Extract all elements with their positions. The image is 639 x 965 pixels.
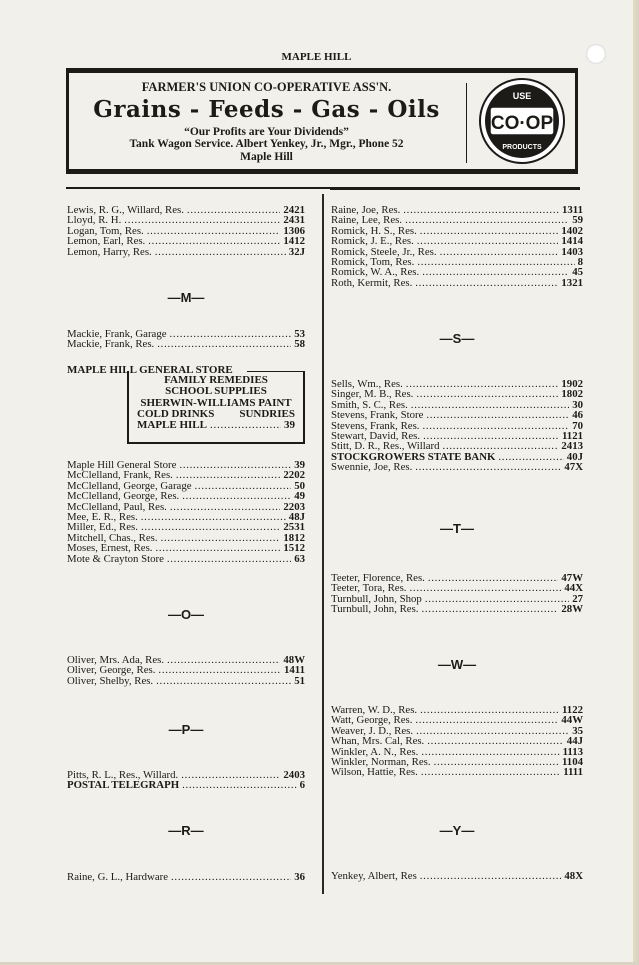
directory-entry	[331, 871, 583, 881]
entry-name: Romick, Tom, Res.	[331, 256, 415, 269]
leader-dots	[157, 339, 291, 349]
ad-slogan: “Our Profits are Your Dividends”	[184, 126, 349, 138]
entry-name: McClelland, Paul, Res.	[67, 500, 167, 513]
entry-phone: 1121	[562, 430, 583, 443]
entry-name: Romick, W. A., Res.	[331, 266, 420, 279]
store-ad-right: SUNDRIES	[239, 407, 295, 420]
section-heading-y: —Y—	[439, 823, 475, 838]
leader-dots	[195, 481, 292, 491]
leader-dots	[427, 736, 564, 746]
entry-phone: 59	[572, 214, 583, 227]
entry-phone: 1412	[283, 235, 305, 248]
entry-name: Logan, Tom, Res.	[67, 224, 144, 237]
store-ad-line: FAMILY REMEDIES	[164, 374, 268, 386]
leader-dots	[421, 767, 560, 777]
directory-entry	[67, 554, 305, 564]
entry-phone: 2531	[283, 521, 305, 534]
leader-dots	[426, 410, 569, 420]
leader-dots	[420, 871, 562, 881]
entry-phone: 1414	[561, 235, 583, 248]
entry-name: Stewart, David, Res.	[331, 430, 421, 443]
leader-dots	[141, 522, 280, 532]
directory-entry	[331, 767, 583, 777]
entry-phone: 44J	[566, 735, 583, 748]
page-header: MAPLE HILL	[281, 51, 352, 63]
entry-name: Sells, Wm., Res.	[331, 378, 403, 390]
logo-bottom-text: PRODUCTS	[502, 144, 542, 151]
leader-dots	[420, 226, 559, 236]
leader-dots	[171, 872, 291, 882]
section-heading-t: —T—	[440, 521, 474, 536]
entry-name: McClelland, Frank, Res.	[67, 469, 173, 482]
entry-name: Lemon, Harry, Res.	[67, 245, 152, 258]
listing-group-m2	[67, 460, 305, 564]
entry-name: Teeter, Tora, Res.	[331, 582, 407, 595]
entry-name: Raine, Lee, Res.	[331, 214, 403, 227]
listing-group-w	[331, 705, 583, 778]
entry-phone: 47X	[564, 461, 583, 474]
entry-name: Raine, G. L., Hardware	[67, 871, 169, 883]
entry-phone: 2203	[283, 500, 305, 513]
entry-phone: 50	[294, 479, 305, 492]
entry-phone: 30	[572, 398, 583, 411]
entry-phone: 2431	[283, 214, 305, 227]
leader-dots	[161, 533, 281, 543]
entry-name: Mote & Crayton Store	[67, 552, 164, 565]
entry-name: Warren, W. D., Res.	[331, 704, 418, 716]
leader-dots	[170, 329, 292, 339]
entry-name: Oliver, Mrs. Ada, Res.	[67, 654, 165, 666]
directory-entry	[67, 872, 305, 882]
entry-phone: 2421	[283, 204, 305, 216]
leader-dots	[156, 676, 291, 686]
entry-phone: 1403	[561, 245, 583, 258]
directory-entry	[67, 780, 305, 790]
store-advertisement	[127, 371, 305, 444]
entry-phone: 2413	[561, 440, 583, 453]
entry-name: Raine, Joe, Res.	[331, 204, 401, 216]
section-heading-o: —O—	[167, 607, 205, 622]
entry-phone: 63	[294, 552, 305, 565]
entry-name: Wilson, Hattie, Res.	[331, 766, 418, 779]
entry-name: Oliver, George, Res.	[67, 664, 156, 677]
entry-phone: 1411	[284, 664, 305, 677]
entry-name: Stitt, D. R., Res., Willard	[331, 440, 440, 453]
leader-dots	[410, 583, 562, 593]
entry-phone: 1812	[283, 531, 305, 544]
leader-dots	[405, 215, 569, 225]
entry-phone: 1402	[561, 224, 583, 237]
leader-dots	[124, 215, 280, 225]
leader-dots	[187, 205, 280, 215]
entry-phone: 1802	[561, 388, 583, 401]
leader-dots	[179, 460, 291, 470]
leader-dots	[422, 421, 569, 431]
entry-phone: 53	[294, 328, 305, 340]
entry-name: Teeter, Florence, Res.	[331, 572, 425, 584]
leader-dots	[423, 431, 559, 441]
leader-dots	[158, 665, 281, 675]
listing-group-t	[331, 573, 583, 615]
entry-phone: 36	[294, 871, 305, 883]
section-heading-w: —W—	[437, 657, 477, 672]
entry-phone: 48W	[283, 654, 305, 666]
entry-name: Stevens, Frank, Res.	[331, 419, 420, 432]
ad-location: Maple Hill	[240, 151, 293, 163]
store-ad-title: MAPLE HILL GENERAL STORE	[67, 364, 233, 376]
leader-dots	[422, 604, 559, 614]
coop-advertisement	[66, 68, 578, 174]
listing-group-l	[67, 205, 305, 257]
leader-dots	[440, 247, 559, 257]
entry-name: Mitchell, Chas., Res.	[67, 531, 158, 544]
leader-dots	[415, 715, 558, 725]
ad-divider	[466, 83, 467, 163]
entry-name: McClelland, George, Res.	[67, 490, 180, 503]
entry-phone: 40J	[566, 450, 583, 463]
entry-name: Weaver, J. D., Res.	[331, 724, 414, 737]
entry-phone: 1122	[562, 704, 583, 716]
entry-phone: 2202	[283, 469, 305, 482]
entry-phone: 27	[572, 592, 583, 605]
leader-dots	[428, 573, 559, 583]
entry-name: Winkler, Norman, Res.	[331, 756, 431, 769]
store-ad-phone: 39	[284, 419, 295, 432]
leader-dots	[417, 257, 574, 267]
logo-top-text: USE	[512, 91, 532, 101]
entry-name: POSTAL TELEGRAPH	[67, 779, 180, 792]
entry-name: Mackie, Frank, Garage	[67, 328, 167, 340]
entry-phone: 45	[572, 266, 583, 279]
listing-group-y	[331, 871, 583, 881]
entry-phone: 70	[572, 419, 583, 432]
leader-dots	[415, 278, 558, 288]
entry-name: Watt, George, Res.	[331, 714, 413, 727]
leader-dots	[425, 594, 569, 604]
entry-phone: 44W	[561, 714, 583, 727]
section-heading-s: —S—	[439, 331, 475, 346]
entry-name: Romick, J. E., Res.	[331, 235, 414, 248]
entry-name: Mackie, Frank, Res.	[67, 338, 155, 351]
entry-name: Turnbull, John, Shop	[331, 592, 422, 605]
entry-phone: 47W	[561, 572, 583, 584]
leader-dots	[148, 236, 280, 246]
leader-dots	[155, 247, 286, 257]
entry-name: Pitts, R. L., Res., Willard.	[67, 769, 179, 781]
entry-name: Oliver, Shelby, Res.	[67, 674, 154, 687]
store-ad-line: SHERWIN-WILLIAMS PAINT	[140, 396, 292, 409]
entry-phone: 8	[577, 256, 583, 269]
entry-name: Singer, M. B., Res.	[331, 388, 414, 401]
leader-dots	[181, 770, 280, 780]
entry-phone: 1512	[283, 542, 305, 555]
entry-phone: 6	[299, 779, 305, 792]
entry-name: McClelland, George, Garage	[67, 479, 192, 492]
directory-entry	[331, 462, 583, 472]
entry-phone: 1306	[283, 224, 305, 237]
directory-entry	[67, 676, 305, 686]
listing-group-r	[67, 872, 305, 882]
leader-dots	[498, 452, 563, 462]
entry-phone: 35	[572, 724, 583, 737]
entry-name: Lloyd, R. H.	[67, 214, 122, 227]
entry-name: Romick, Steele, Jr., Res.	[331, 245, 437, 258]
directory-entry	[331, 604, 583, 614]
entry-phone: 51	[294, 674, 305, 687]
entry-name: Moses, Ernest, Res.	[67, 542, 153, 555]
directory-entry	[67, 247, 305, 257]
leader-dots	[416, 726, 569, 736]
leader-dots	[417, 236, 559, 246]
entry-name: Romick, H. S., Res.	[331, 224, 417, 237]
entry-name: Mee, E. R., Res.	[67, 511, 138, 524]
leader-dots	[167, 554, 291, 564]
entry-phone: 44X	[564, 582, 583, 595]
entry-phone: 32J	[288, 245, 305, 258]
ad-org-name: FARMER'S UNION CO-OPERATIVE ASS'N.	[141, 80, 392, 94]
leader-dots	[155, 543, 280, 553]
header-rule-right	[330, 187, 580, 190]
store-ad-line: SCHOOL SUPPLIES	[165, 385, 267, 398]
entry-phone: 1111	[563, 766, 583, 779]
entry-name: Lewis, R. G., Willard, Res.	[67, 204, 184, 216]
entry-phone: 39	[294, 459, 305, 471]
entry-name: Whan, Mrs. Cal, Res.	[331, 735, 425, 748]
entry-name: Lemon, Earl, Res.	[67, 235, 146, 248]
listing-group-o	[67, 655, 305, 686]
leader-dots	[141, 512, 286, 522]
entry-phone: 2403	[283, 769, 305, 781]
section-heading-p: —P—	[168, 722, 204, 737]
entry-phone: 48J	[288, 511, 305, 524]
entry-phone: 1902	[561, 378, 583, 390]
listing-group-s	[331, 379, 583, 473]
entry-phone: 1113	[562, 745, 583, 758]
leader-dots	[182, 491, 291, 501]
entry-phone: 48X	[564, 870, 583, 882]
entry-phone: 1311	[562, 204, 583, 216]
entry-phone: 1321	[561, 276, 583, 289]
entry-name: Yenkey, Albert, Res	[331, 870, 417, 882]
leader-dots	[434, 757, 559, 767]
leader-dots	[167, 655, 280, 665]
directory-entry	[67, 339, 305, 349]
store-ad-left: COLD DRINKS	[137, 407, 215, 420]
entry-name: STOCKGROWERS STATE BANK	[331, 450, 496, 463]
ad-headline: Grains - Feeds - Gas - Oils	[93, 96, 440, 123]
entry-name: Roth, Kermit, Res.	[331, 276, 413, 289]
entry-name: Stevens, Frank, Store	[331, 409, 424, 422]
store-ad-place: MAPLE HILL	[137, 419, 207, 432]
coop-logo-icon	[476, 77, 568, 165]
leader-dots	[421, 747, 559, 757]
entry-name: Miller, Ed., Res.	[67, 521, 138, 534]
leader-dots	[403, 205, 559, 215]
leader-dots	[406, 379, 559, 389]
leader-dots	[420, 705, 559, 715]
listing-group-r-right	[331, 205, 583, 288]
leader-dots	[182, 780, 296, 790]
entry-phone: 49	[294, 490, 305, 503]
entry-name: Maple Hill General Store	[67, 459, 177, 471]
leader-dots	[411, 400, 569, 410]
entry-name: Turnbull, John, Res.	[331, 603, 419, 616]
leader-dots	[170, 502, 281, 512]
listing-group-p	[67, 770, 305, 791]
directory-entry	[331, 278, 583, 288]
section-heading-r: —R—	[168, 823, 204, 838]
leader-dots	[416, 389, 558, 399]
listing-group-m1	[67, 329, 305, 350]
entry-name: Winkler, A. N., Res.	[331, 745, 419, 758]
entry-phone: 58	[294, 338, 305, 351]
section-heading-m: —M—	[167, 290, 205, 305]
ad-service: Tank Wagon Service. Albert Yenkey, Jr., Mgr., Phone 52	[129, 138, 404, 150]
leader-dots	[210, 420, 281, 431]
logo-center-text: CO·OP	[490, 113, 554, 134]
entry-phone: 28W	[561, 603, 583, 616]
column-divider	[322, 194, 324, 894]
entry-name: Swennie, Joe, Res.	[331, 461, 413, 474]
leader-dots	[415, 462, 561, 472]
entry-name: Smith, S. C., Res.	[331, 398, 408, 411]
leader-dots	[422, 267, 569, 277]
entry-phone: 46	[572, 409, 583, 422]
leader-dots	[147, 226, 281, 236]
entry-phone: 1104	[562, 756, 583, 769]
